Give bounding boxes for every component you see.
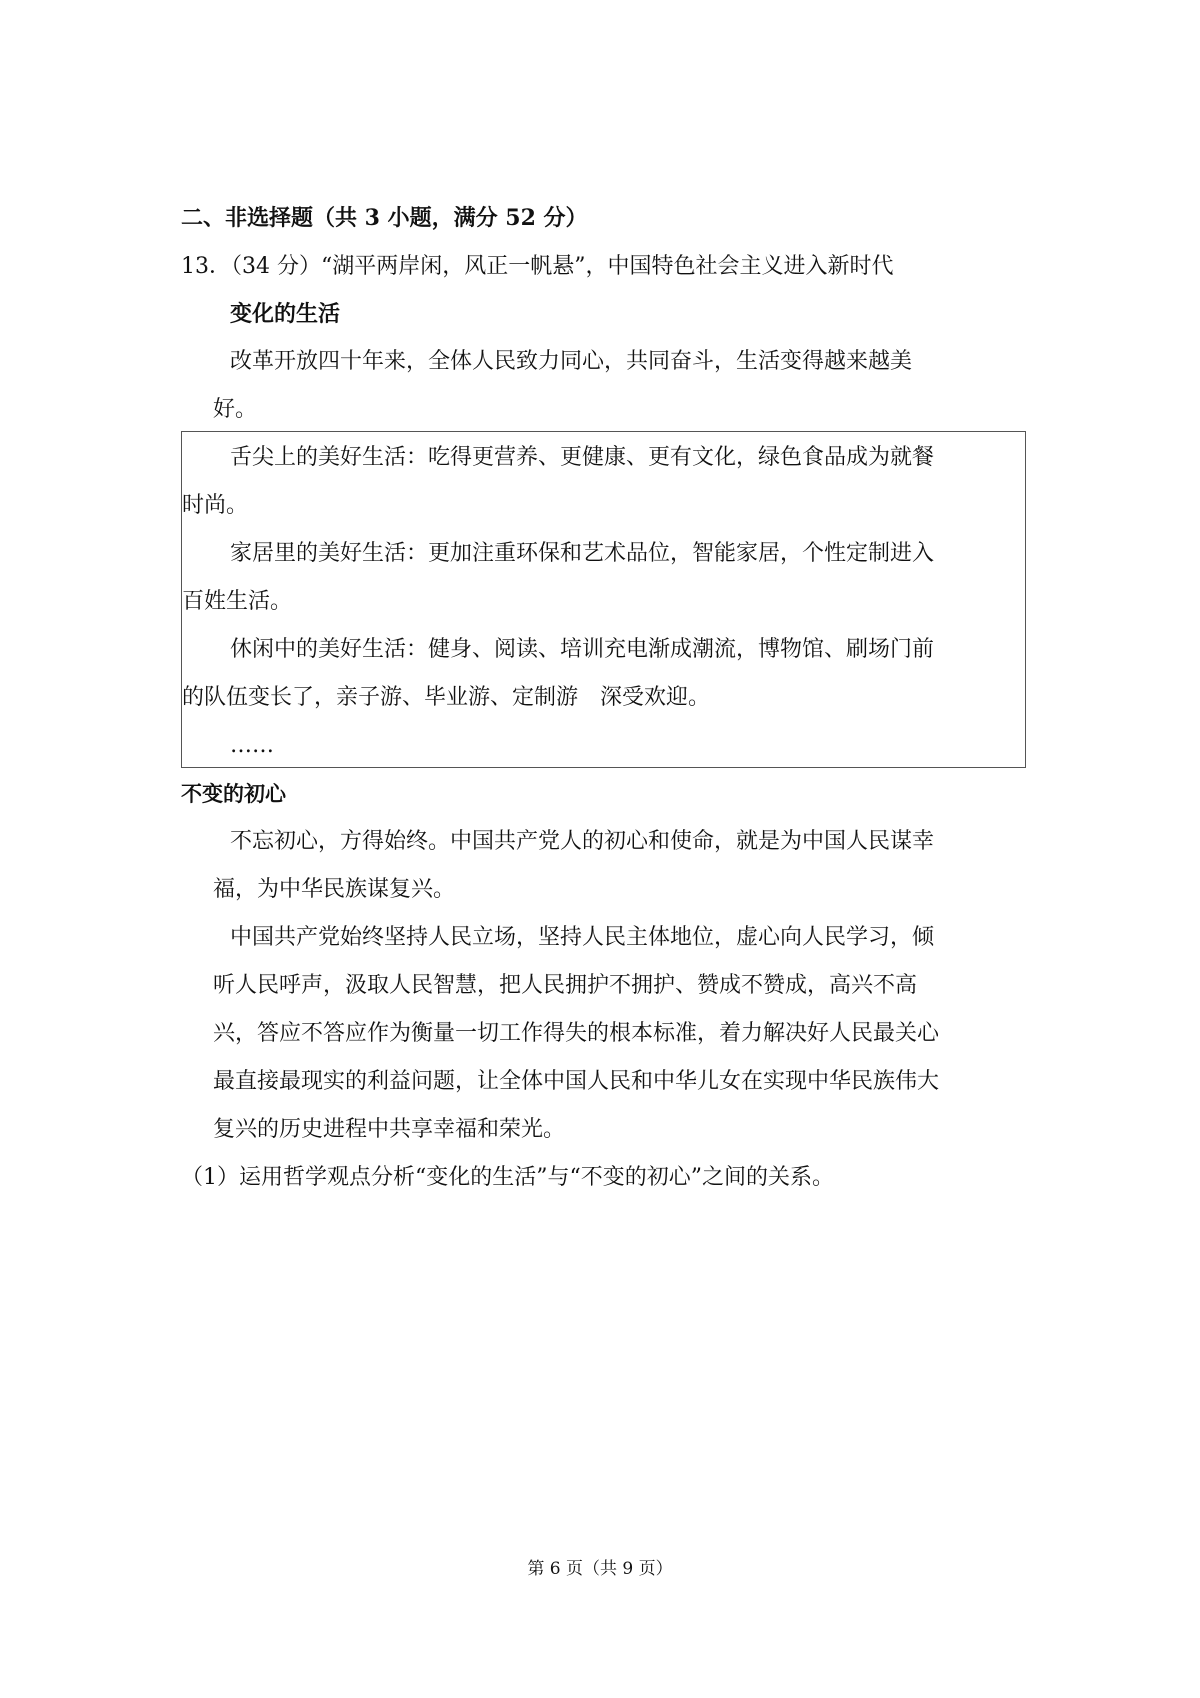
part-b-para1-line2: 福，为中华民族谋复兴。 [213,877,456,902]
page-footer: 第 6 页（共 9 页） [527,1559,673,1579]
part-b-para2-line2: 听人民呼声，汲取人民智慧，把人民拥护不拥护、赞成不赞成，高兴不高 [213,973,918,998]
part-a-para1-line1: 改革开放四十年来，全体人民致力同心，共同奋斗，生活变得越来越美 [230,349,913,374]
box-item2-line2: 百姓生活。 [182,589,293,614]
part-b-title: 不变的初心 [181,782,286,806]
part-a-para1-line2: 好。 [213,397,258,422]
part-b-para1-line1: 不忘初心，方得始终。中国共产党人的初心和使命，就是为中国人民谋幸 [230,829,935,854]
question-13-intro: 13．（34 分）“湖平两岸闲，风正一帆悬”，中国特色社会主义进入新时代 [181,254,894,279]
part-b-para2-line5: 复兴的历史进程中共享幸福和荣光。 [213,1117,566,1142]
box-item2-line1: 家居里的美好生活：更加注重环保和艺术品位，智能家居，个性定制进入 [230,541,935,566]
section-heading: 二、非选择题（共 3 小题，满分 52 分） [181,205,588,231]
part-a-title: 变化的生活 [230,301,341,327]
box-item3-line1: 休闲中的美好生活：健身、阅读、培训充电渐成潮流，博物馆、刷场门前 [230,637,935,662]
box-item1-line1: 舌尖上的美好生活：吃得更营养、更健康、更有文化，绿色食品成为就餐 [230,445,935,470]
box-item3-line2: 的队伍变长了，亲子游、毕业游、定制游 深受欢迎。 [182,685,711,710]
box-item1-line2: 时尚。 [182,493,249,518]
sub-question-1: （1）运用哲学观点分析“变化的生活”与“不变的初心”之间的关系。 [181,1165,834,1190]
part-b-para2-line4: 最直接最现实的利益问题，让全体中国人民和中华儿女在实现中华民族伟大 [213,1069,940,1094]
part-b-para2-line3: 兴，答应不答应作为衡量一切工作得失的根本标准，着力解决好人民最关心 [213,1021,940,1046]
material-box [181,431,1026,768]
box-ellipsis: …… [230,733,274,758]
part-b-para2-line1: 中国共产党始终坚持人民立场，坚持人民主体地位，虚心向人民学习，倾 [230,925,935,950]
